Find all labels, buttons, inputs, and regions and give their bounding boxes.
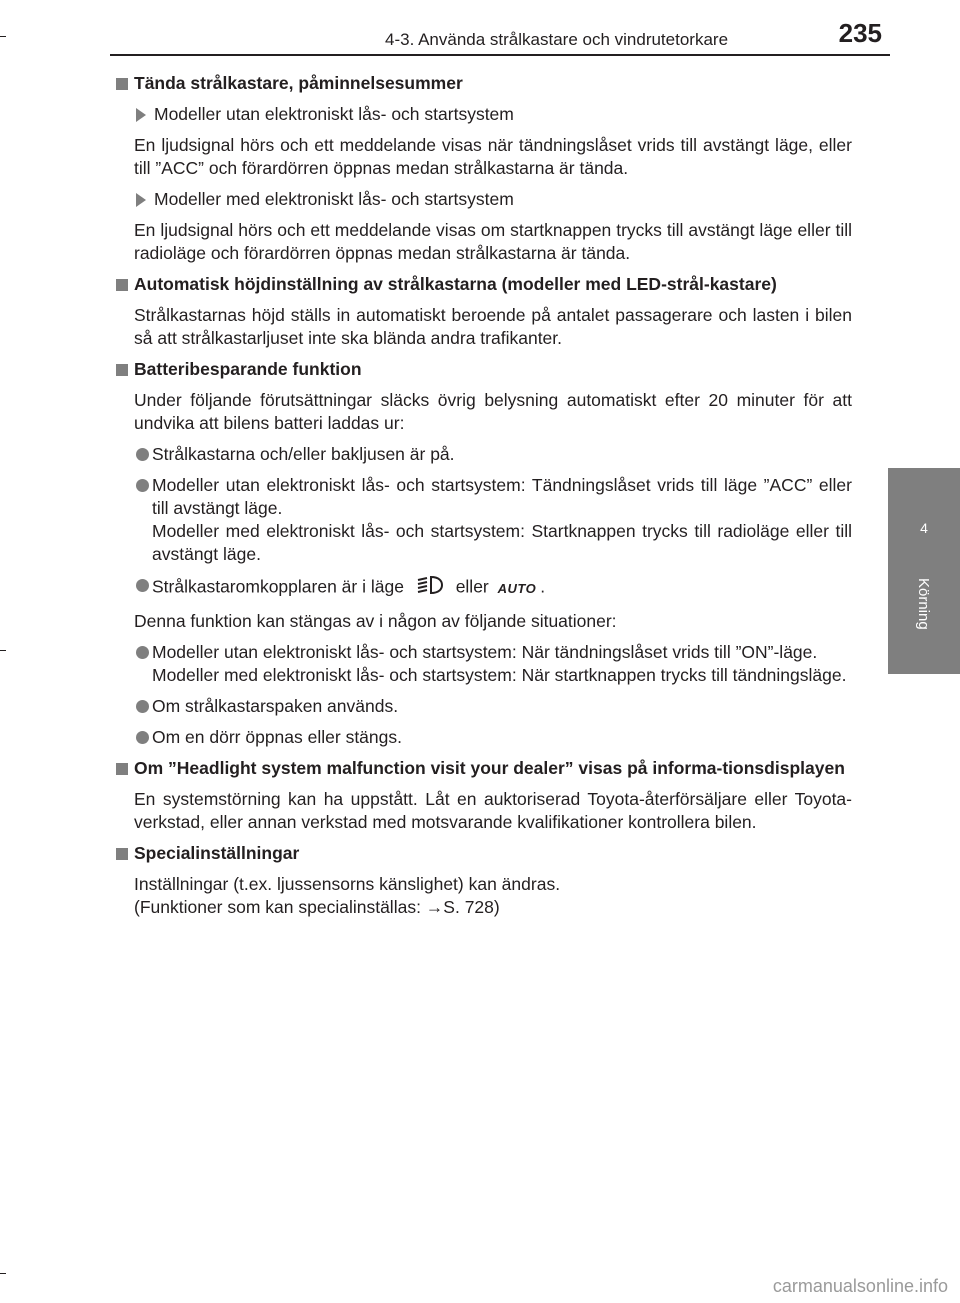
page-number: 235 (838, 18, 882, 48)
circle-bullet-icon (136, 479, 149, 492)
low-beam-headlight-icon (415, 574, 445, 602)
paragraph: Under följande förutsättningar släcks övrig belysning automatiskt efter 20 minuter för att undvika att bilens batteri laddas ur: (134, 390, 852, 433)
page-reference: (Funktioner som kan specialinställas: →S. 728) (134, 897, 500, 917)
triangle-bullet-icon (136, 108, 146, 122)
model-subheading: Modeller med elektroniskt lås- och startsystem (116, 188, 852, 211)
paragraph: En ljudsignal hörs och ett meddelande visas när tändningslåset vrids till avstängt läge, eller till ”ACC” och förardörren öppnas medan strålkastarna är tända. (134, 135, 852, 178)
circle-bullet-icon (136, 448, 149, 461)
section-heading: Automatisk höjdinställning av strålkastarna (modeller med LED-strål-kastare) (116, 273, 852, 296)
model-subheading: Modeller utan elektroniskt lås- och startsystem (116, 103, 852, 126)
square-bullet-icon (116, 279, 128, 291)
auto-icon: AUTO (497, 580, 537, 596)
chapter-side-tab[interactable] (888, 468, 960, 674)
square-bullet-icon (116, 78, 128, 90)
circle-bullet-icon (136, 579, 149, 592)
crop-mark (0, 650, 6, 651)
list-item: Modeller utan elektroniskt lås- och startsystem: När tändningslåset vrids till ”ON”-läge. Modeller med elektroniskt lås- och startsystem: När startknappen trycks till tändningsläge. (116, 641, 852, 687)
page-content (116, 72, 852, 927)
triangle-bullet-icon (136, 193, 146, 207)
header-rule (110, 54, 890, 56)
list-item: Modeller utan elektroniskt lås- och startsystem: Tändningslåset vrids till läge ”ACC” eller till avstängt läge. Modeller med elektroniskt lås- och startsystem: Startknappen trycks till radioläge eller till avstängt läge. (116, 474, 852, 566)
square-bullet-icon (116, 364, 128, 376)
crop-mark (0, 36, 6, 37)
circle-bullet-icon (136, 646, 149, 659)
paragraph: Inställningar (t.ex. ljussensorns känslighet) kan ändras. (134, 874, 561, 894)
paragraph: Denna funktion kan stängas av i någon av följande situationer: (134, 611, 617, 631)
section-heading: Specialinställningar (116, 842, 852, 865)
list-item: Strålkastaromkopplaren är i läge eller AUTO . (116, 574, 852, 602)
list-item: Strålkastarna och/eller bakljusen är på. (116, 443, 852, 466)
side-tab-number: 4 (920, 520, 928, 536)
paragraph: En systemstörning kan ha uppstått. Låt en auktoriserad Toyota-återförsäljare eller Toyota-verkstad, eller annan verkstad med motsvarande kvalifikationer kontrollera bilen. (134, 789, 852, 832)
circle-bullet-icon (136, 700, 149, 713)
paragraph: En ljudsignal hörs och ett meddelande visas om startknappen trycks till avstängt läge eller till radioläge och förardörren öppnas medan strålkastarna är tända. (134, 220, 852, 263)
circle-bullet-icon (136, 731, 149, 744)
chapter-title: 4-3. Använda strålkastare och vindrutetorkare (385, 30, 729, 49)
section-heading: Om ”Headlight system malfunction visit your dealer” visas på informa-tionsdisplayen (116, 757, 852, 780)
watermark: carmanualsonline.info (772, 1276, 948, 1296)
section-heading: Batteribesparande funktion (116, 358, 852, 381)
list-item: Om en dörr öppnas eller stängs. (116, 726, 852, 749)
crop-mark (0, 1273, 6, 1274)
list-item: Om strålkastarspaken används. (116, 695, 852, 718)
paragraph: Strålkastarnas höjd ställs in automatiskt beroende på antalet passagerare och lasten i bilen så att strålkastarljuset inte ska blända andra trafikanter. (134, 305, 852, 348)
square-bullet-icon (116, 763, 128, 775)
page-header (110, 0, 890, 56)
side-tab-label: Körning (915, 578, 932, 630)
square-bullet-icon (116, 848, 128, 860)
section-heading: Tända strålkastare, påminnelsesummer (116, 72, 852, 95)
